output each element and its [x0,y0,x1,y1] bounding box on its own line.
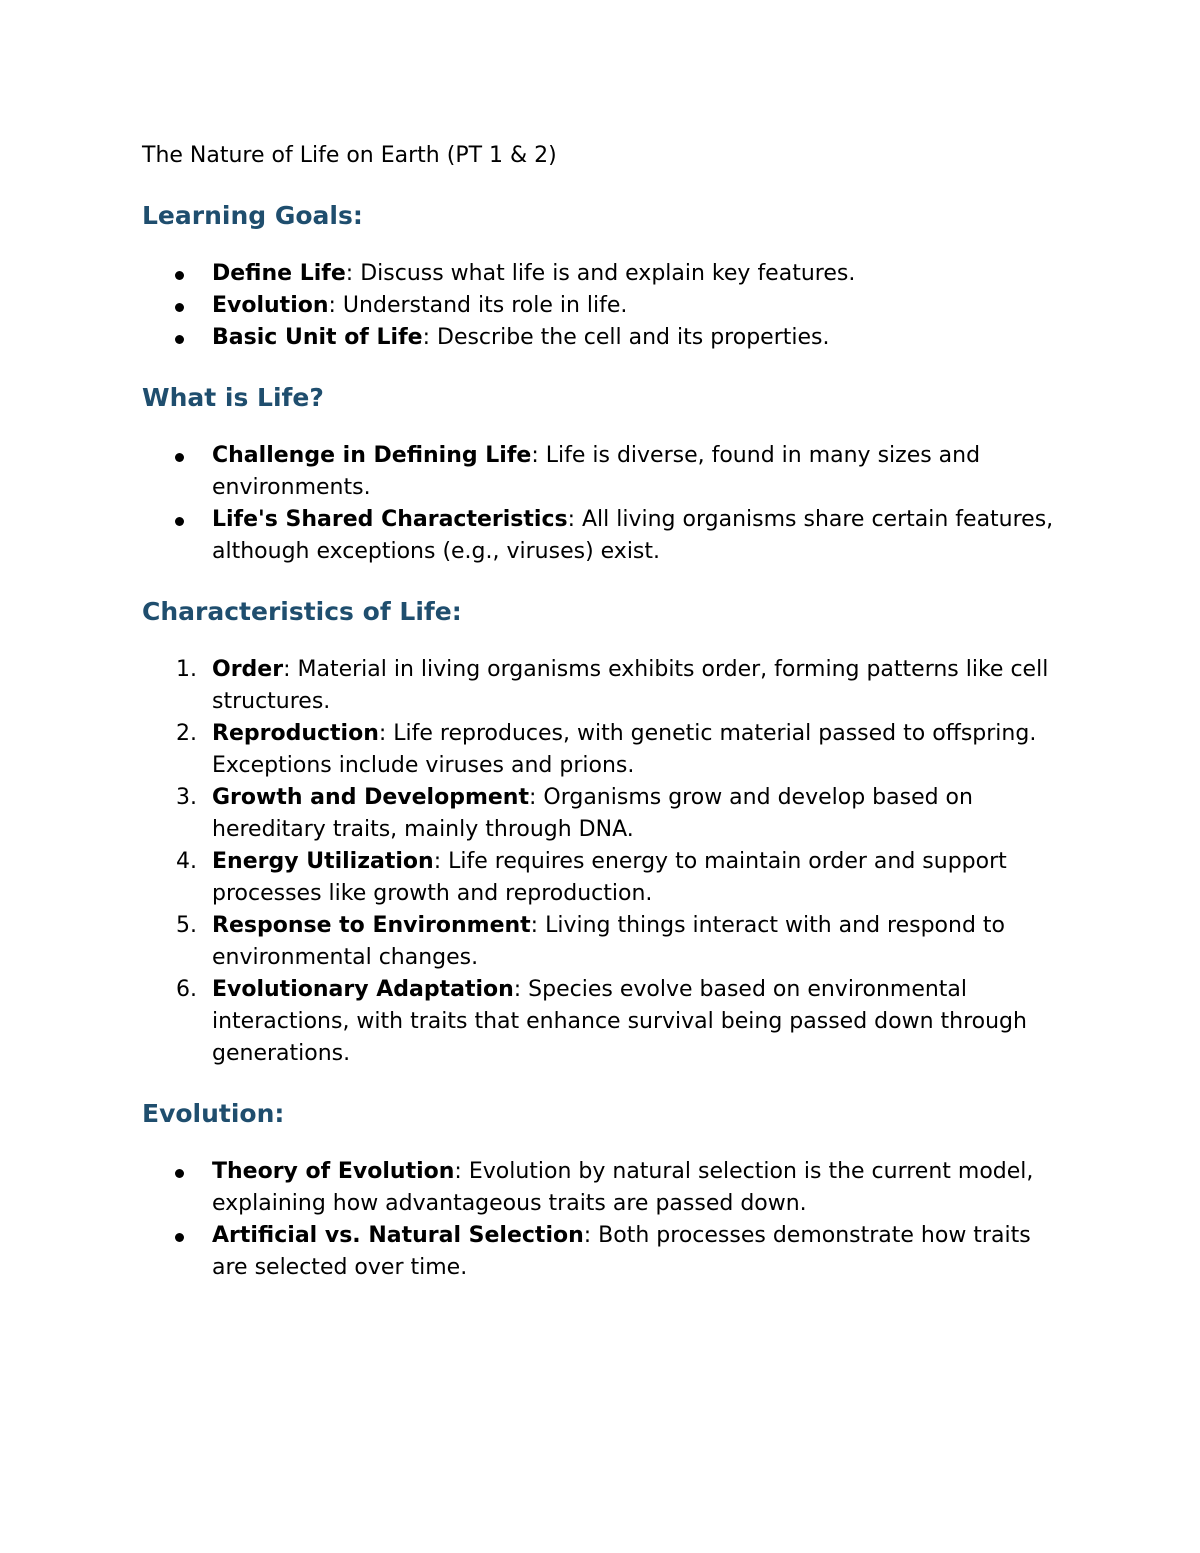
list-item-term: Growth and Development [212,785,529,810]
list-item-term: Reproduction [212,721,379,746]
list-item-term: Order [212,657,284,682]
list-item-text: : Life is diverse, found in many sizes and environments. [212,443,981,500]
section-heading-evolution: Evolution: [142,1099,285,1128]
list-item-text: : Both processes demonstrate how traits are selected over time. [212,1223,1031,1280]
section-heading-what-is-life: What is Life? [142,383,324,412]
list-item [212,910,1062,974]
list-item [212,846,1062,910]
list-item [212,1156,1062,1220]
list-item [212,504,1062,568]
list-item-term: Response to Environment [212,913,531,938]
section-heading-learning-goals: Learning Goals: [142,201,363,230]
document-title: The Nature of Life on Earth (PT 1 & 2) [142,143,557,168]
list-item-text: : Understand its role in life. [328,293,628,318]
list-item [212,1220,1062,1284]
learning-goals-list [142,258,1062,354]
list-item-term: Life's Shared Characteristics [212,507,568,532]
characteristics-list [142,654,1062,1070]
list-item [212,440,1062,504]
list-item-term: Challenge in Defining Life [212,443,532,468]
list-item-text: : Organisms grow and develop based on hereditary traits, mainly through DNA. [212,785,973,842]
section-heading-characteristics-of-life: Characteristics of Life: [142,597,462,626]
list-item-text: : Species evolve based on environmental interactions, with traits that enhance survival being passed down through generations. [212,977,1027,1066]
list-item-text: : Living things interact with and respond to environmental changes. [212,913,1006,970]
what-is-life-list [142,440,1062,568]
list-item-term: Define Life [212,261,346,286]
list-item [212,974,1062,1070]
list-item-text: : Life reproduces, with genetic material passed to offspring. Exceptions include viruses and prions. [212,721,1037,778]
list-item-text: : Life requires energy to maintain order and support processes like growth and reproduction. [212,849,1007,906]
document-page [142,140,1062,1310]
list-item-term: Evolutionary Adaptation [212,977,514,1002]
list-item [212,718,1062,782]
list-item-text: : Material in living organisms exhibits order, forming patterns like cell structures. [212,657,1049,714]
list-item [212,290,1062,322]
list-item [212,782,1062,846]
list-item-term: Evolution [212,293,329,318]
list-item-text: : All living organisms share certain features, although exceptions (e.g., viruses) exist. [212,507,1054,564]
list-item-term: Basic Unit of Life [212,325,423,350]
list-item-term: Theory of Evolution [212,1159,455,1184]
list-item [212,258,1062,290]
list-item-term: Artificial vs. Natural Selection [212,1223,584,1248]
list-item [212,322,1062,354]
list-item [212,654,1062,718]
evolution-list [142,1156,1062,1284]
list-item-text: : Discuss what life is and explain key features. [345,261,856,286]
list-item-text: : Evolution by natural selection is the current model, explaining how advantageous traits are passed down. [212,1159,1034,1216]
list-item-text: : Describe the cell and its properties. [422,325,830,350]
list-item-term: Energy Utilization [212,849,434,874]
